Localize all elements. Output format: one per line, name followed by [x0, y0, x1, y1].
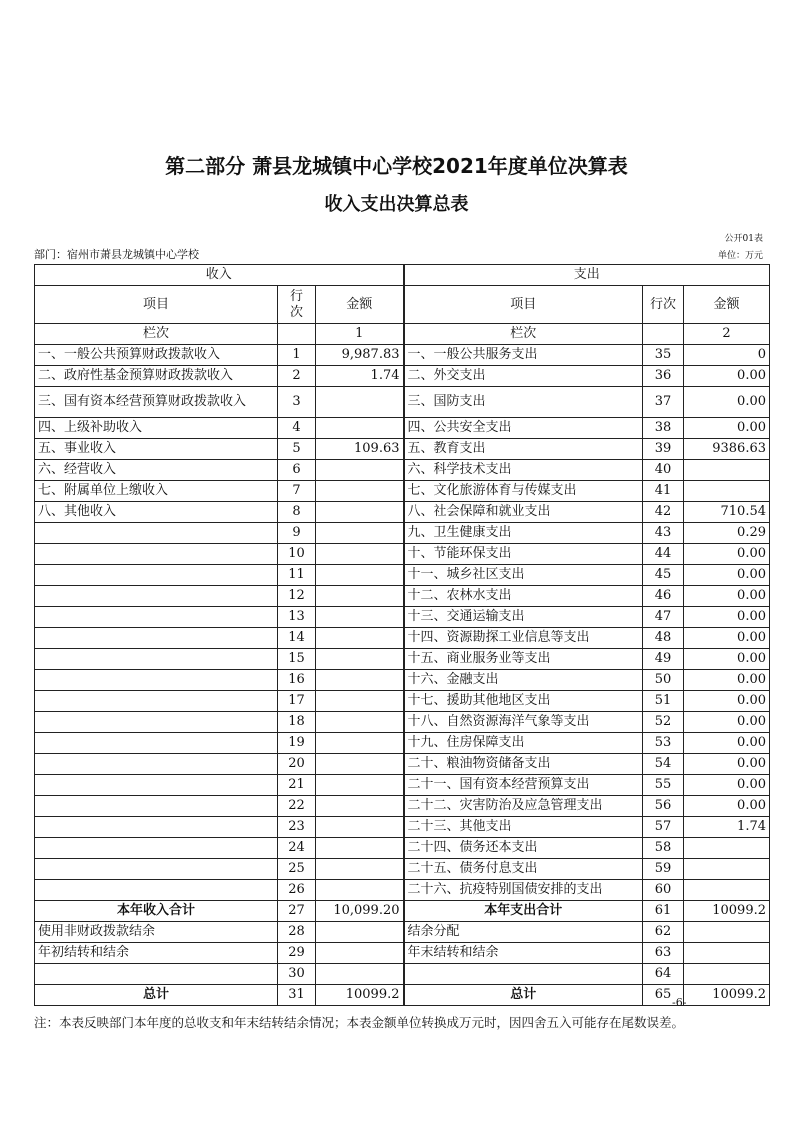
expense-col-label: 栏次 [404, 324, 643, 345]
income-item-cell: 本年收入合计 [35, 901, 278, 922]
income-amount-cell [316, 607, 404, 628]
income-item-cell [35, 817, 278, 838]
expense-item-cell: 年末结转和结余 [404, 943, 643, 964]
expense-row-no-cell: 57 [643, 817, 684, 838]
table-row [35, 502, 770, 523]
income-amount-cell [316, 733, 404, 754]
expense-row-no-cell: 46 [643, 586, 684, 607]
income-amount-cell [316, 796, 404, 817]
expense-amount-cell: 0.00 [684, 754, 770, 775]
expense-amount-cell: 0.00 [684, 796, 770, 817]
expense-row-no-cell: 38 [643, 418, 684, 439]
expense-amount-cell: 710.54 [684, 502, 770, 523]
expense-amount-cell [684, 481, 770, 502]
expense-amount-cell: 0.00 [684, 649, 770, 670]
expense-item-cell: 十二、农林水支出 [404, 586, 643, 607]
income-amount-cell [316, 943, 404, 964]
income-row-no-cell: 17 [278, 691, 316, 712]
table-row [35, 922, 770, 943]
income-row-no-cell: 21 [278, 775, 316, 796]
income-amount-cell: 109.63 [316, 439, 404, 460]
expense-amount-cell: 0.00 [684, 733, 770, 754]
income-row-no-cell: 25 [278, 859, 316, 880]
table-row [35, 775, 770, 796]
income-item-cell [35, 565, 278, 586]
expense-item-cell: 十一、城乡社区支出 [404, 565, 643, 586]
expense-amount-cell: 0.00 [684, 586, 770, 607]
expense-amount-cell: 10099.2 [684, 985, 770, 1006]
expense-item-cell: 二十、粮油物资储备支出 [404, 754, 643, 775]
income-amount-cell [316, 523, 404, 544]
income-row-no-cell: 22 [278, 796, 316, 817]
expense-amount-cell [684, 859, 770, 880]
income-amount-cell [316, 460, 404, 481]
income-amount-cell [316, 964, 404, 985]
income-item-cell [35, 649, 278, 670]
income-col-number: 1 [316, 324, 404, 345]
income-row-no-cell: 10 [278, 544, 316, 565]
expense-row-no-cell: 65 [643, 985, 684, 1006]
expense-item-cell: 十、节能环保支出 [404, 544, 643, 565]
table-row [35, 964, 770, 985]
page-title: 第二部分 萧县龙城镇中心学校2021年度单位决算表 [165, 154, 628, 178]
expense-item-cell: 五、教育支出 [404, 439, 643, 460]
income-row-no-cell: 23 [278, 817, 316, 838]
expense-amount-cell: 0.00 [684, 628, 770, 649]
income-row-no-cell: 20 [278, 754, 316, 775]
expense-item-cell: 十八、自然资源海洋气象等支出 [404, 712, 643, 733]
expense-item-cell: 六、科学技术支出 [404, 460, 643, 481]
income-item-cell [35, 880, 278, 901]
expense-col-number: 2 [684, 324, 770, 345]
income-amount-cell [316, 481, 404, 502]
income-item-cell: 二、政府性基金预算财政拨款收入 [35, 366, 278, 387]
expense-item-cell: 四、公共安全支出 [404, 418, 643, 439]
expense-amount-cell [684, 964, 770, 985]
table-row [35, 712, 770, 733]
expense-item-cell: 九、卫生健康支出 [404, 523, 643, 544]
expense-item-cell [404, 964, 643, 985]
expense-row-no-cell: 40 [643, 460, 684, 481]
income-item-cell: 六、经营收入 [35, 460, 278, 481]
table-row [35, 481, 770, 502]
income-item-cell [35, 523, 278, 544]
table-row [35, 859, 770, 880]
expense-row-no-cell: 59 [643, 859, 684, 880]
income-amount-cell [316, 712, 404, 733]
table-row [35, 418, 770, 439]
expense-row-no-cell: 36 [643, 366, 684, 387]
expense-row-no-cell: 44 [643, 544, 684, 565]
expense-amount-header: 金额 [684, 286, 770, 324]
expense-amount-cell: 0 [684, 345, 770, 366]
expense-amount-cell: 0.00 [684, 366, 770, 387]
expense-item-cell: 二十一、国有资本经营预算支出 [404, 775, 643, 796]
table-row [35, 345, 770, 366]
table-row [35, 817, 770, 838]
expense-amount-cell: 0.00 [684, 418, 770, 439]
income-row-no-cell: 30 [278, 964, 316, 985]
table-row [35, 880, 770, 901]
income-item-cell: 四、上级补助收入 [35, 418, 278, 439]
table-row [35, 586, 770, 607]
empty-cell [643, 324, 684, 345]
expense-amount-cell: 0.00 [684, 565, 770, 586]
table-row [35, 901, 770, 922]
expense-row-no-cell: 62 [643, 922, 684, 943]
expense-row-no-cell: 45 [643, 565, 684, 586]
expense-item-cell: 十六、金融支出 [404, 670, 643, 691]
table-row [35, 628, 770, 649]
expense-amount-cell [684, 880, 770, 901]
table-row [35, 754, 770, 775]
income-item-cell [35, 586, 278, 607]
income-row-no-cell: 16 [278, 670, 316, 691]
expense-row-no-cell: 50 [643, 670, 684, 691]
expense-amount-cell: 0.00 [684, 712, 770, 733]
table-row [35, 649, 770, 670]
expense-row-no-cell: 41 [643, 481, 684, 502]
income-item-cell: 总计 [35, 985, 278, 1006]
expense-row-no-cell: 56 [643, 796, 684, 817]
table-row [35, 985, 770, 1006]
income-amount-cell [316, 670, 404, 691]
income-row-no-cell: 15 [278, 649, 316, 670]
table-row [35, 796, 770, 817]
income-amount-cell: 9,987.83 [316, 345, 404, 366]
income-amount-cell: 10,099.20 [316, 901, 404, 922]
income-amount-cell: 10099.2 [316, 985, 404, 1006]
income-item-header: 项目 [35, 286, 278, 324]
table-title: 收入支出决算总表 [324, 194, 469, 215]
income-item-cell [35, 712, 278, 733]
expense-row-no-cell: 60 [643, 880, 684, 901]
income-row-no-cell: 9 [278, 523, 316, 544]
income-item-cell [35, 796, 278, 817]
income-amount-cell [316, 817, 404, 838]
income-item-cell [35, 670, 278, 691]
table-row [35, 460, 770, 481]
expense-item-cell: 总计 [404, 985, 643, 1006]
page-number: -6- [672, 996, 687, 1009]
expense-item-cell: 二十三、其他支出 [404, 817, 643, 838]
table-row [35, 565, 770, 586]
income-row-no-cell: 8 [278, 502, 316, 523]
income-amount-cell [316, 649, 404, 670]
income-amount-cell [316, 628, 404, 649]
expense-row-no-cell: 37 [643, 387, 684, 418]
income-item-cell: 八、其他收入 [35, 502, 278, 523]
empty-cell [278, 324, 316, 345]
department-label: 部门：宿州市萧县龙城镇中心学校 [34, 248, 199, 261]
income-row-no-cell: 31 [278, 985, 316, 1006]
expense-row-no-cell: 43 [643, 523, 684, 544]
income-item-cell [35, 838, 278, 859]
expense-item-cell: 一、一般公共服务支出 [404, 345, 643, 366]
income-item-cell: 五、事业收入 [35, 439, 278, 460]
income-row-no-cell: 18 [278, 712, 316, 733]
income-row-no-header: 行次 [278, 286, 316, 324]
table-row [35, 544, 770, 565]
expense-row-no-cell: 42 [643, 502, 684, 523]
table-row [35, 670, 770, 691]
expense-row-no-header: 行次 [643, 286, 684, 324]
table-row [35, 943, 770, 964]
expense-item-cell: 结余分配 [404, 922, 643, 943]
income-amount-cell [316, 544, 404, 565]
expense-amount-cell: 0.00 [684, 387, 770, 418]
table-row [35, 607, 770, 628]
expense-amount-cell: 9386.63 [684, 439, 770, 460]
expense-item-cell: 本年支出合计 [404, 901, 643, 922]
expense-amount-cell: 0.00 [684, 544, 770, 565]
income-item-cell [35, 964, 278, 985]
expense-header: 支出 [404, 265, 770, 286]
income-item-cell: 一、一般公共预算财政拨款收入 [35, 345, 278, 366]
expense-item-cell: 二十六、抗疫特别国债安排的支出 [404, 880, 643, 901]
expense-row-no-cell: 58 [643, 838, 684, 859]
table-row [35, 691, 770, 712]
income-row-no-cell: 4 [278, 418, 316, 439]
expense-item-cell: 十三、交通运输支出 [404, 607, 643, 628]
expense-item-cell: 八、社会保障和就业支出 [404, 502, 643, 523]
income-row-no-cell: 19 [278, 733, 316, 754]
income-amount-cell [316, 838, 404, 859]
income-amount-cell [316, 691, 404, 712]
footnote: 注：本表反映部门本年度的总收支和年末结转结余情况；本表金额单位转换成万元时，因四舍五入可能存在尾数误差。 [34, 1015, 685, 1030]
income-amount-cell [316, 922, 404, 943]
income-row-no-cell: 26 [278, 880, 316, 901]
income-amount-cell [316, 775, 404, 796]
expense-item-cell: 二十二、灾害防治及应急管理支出 [404, 796, 643, 817]
table-row [35, 838, 770, 859]
income-amount-cell [316, 859, 404, 880]
income-amount-cell [316, 387, 404, 418]
expense-row-no-cell: 48 [643, 628, 684, 649]
income-amount-header: 金额 [316, 286, 404, 324]
income-item-cell: 使用非财政拨款结余 [35, 922, 278, 943]
expense-amount-cell [684, 943, 770, 964]
table-row [35, 366, 770, 387]
expense-amount-cell [684, 838, 770, 859]
income-item-cell [35, 691, 278, 712]
income-row-no-cell: 3 [278, 387, 316, 418]
expense-row-no-cell: 53 [643, 733, 684, 754]
expense-item-cell: 十五、商业服务业等支出 [404, 649, 643, 670]
income-row-no-cell: 12 [278, 586, 316, 607]
expense-row-no-cell: 52 [643, 712, 684, 733]
expense-item-cell: 二十五、债务付息支出 [404, 859, 643, 880]
income-row-no-cell: 1 [278, 345, 316, 366]
income-item-cell [35, 733, 278, 754]
income-amount-cell: 1.74 [316, 366, 404, 387]
expense-amount-cell: 0.00 [684, 670, 770, 691]
expense-amount-cell: 10099.2 [684, 901, 770, 922]
unit-label: 单位：万元 [717, 251, 763, 261]
income-amount-cell [316, 754, 404, 775]
income-item-cell [35, 859, 278, 880]
expense-item-cell: 十七、援助其他地区支出 [404, 691, 643, 712]
income-amount-cell [316, 880, 404, 901]
income-item-cell: 三、国有资本经营预算财政拨款收入 [35, 387, 278, 418]
income-item-cell [35, 754, 278, 775]
income-item-cell: 七、附属单位上缴收入 [35, 481, 278, 502]
expense-row-no-cell: 54 [643, 754, 684, 775]
income-col-label: 栏次 [35, 324, 278, 345]
income-header: 收入 [35, 265, 404, 286]
expense-item-cell: 三、国防支出 [404, 387, 643, 418]
expense-row-no-cell: 63 [643, 943, 684, 964]
expense-row-no-cell: 61 [643, 901, 684, 922]
income-row-no-cell: 13 [278, 607, 316, 628]
income-row-no-cell: 6 [278, 460, 316, 481]
expense-row-no-cell: 51 [643, 691, 684, 712]
expense-row-no-cell: 35 [643, 345, 684, 366]
income-item-cell: 年初结转和结余 [35, 943, 278, 964]
income-row-no-cell: 28 [278, 922, 316, 943]
expense-item-cell: 十四、资源勘探工业信息等支出 [404, 628, 643, 649]
income-row-no-cell: 29 [278, 943, 316, 964]
income-row-no-cell: 24 [278, 838, 316, 859]
income-expense-table [34, 264, 770, 1006]
expense-row-no-cell: 49 [643, 649, 684, 670]
expense-amount-cell: 0.00 [684, 607, 770, 628]
expense-row-no-cell: 55 [643, 775, 684, 796]
expense-item-header: 项目 [404, 286, 643, 324]
table-row [35, 733, 770, 754]
expense-amount-cell: 0.00 [684, 775, 770, 796]
expense-row-no-cell: 39 [643, 439, 684, 460]
income-amount-cell [316, 502, 404, 523]
table-row [35, 439, 770, 460]
table-row [35, 523, 770, 544]
income-item-cell [35, 775, 278, 796]
income-row-no-cell: 14 [278, 628, 316, 649]
table-row [35, 387, 770, 418]
expense-item-cell: 七、文化旅游体育与传媒支出 [404, 481, 643, 502]
income-row-no-cell: 5 [278, 439, 316, 460]
expense-amount-cell [684, 922, 770, 943]
income-row-no-cell: 11 [278, 565, 316, 586]
expense-row-no-cell: 64 [643, 964, 684, 985]
income-amount-cell [316, 565, 404, 586]
income-item-cell [35, 628, 278, 649]
expense-amount-cell: 1.74 [684, 817, 770, 838]
form-number: 公开01表 [724, 234, 763, 244]
income-row-no-cell: 2 [278, 366, 316, 387]
expense-item-cell: 二、外交支出 [404, 366, 643, 387]
income-item-cell [35, 607, 278, 628]
expense-item-cell: 二十四、债务还本支出 [404, 838, 643, 859]
expense-amount-cell: 0.00 [684, 691, 770, 712]
expense-item-cell: 十九、住房保障支出 [404, 733, 643, 754]
expense-amount-cell [684, 460, 770, 481]
income-row-no-cell: 7 [278, 481, 316, 502]
income-amount-cell [316, 586, 404, 607]
expense-row-no-cell: 47 [643, 607, 684, 628]
income-amount-cell [316, 418, 404, 439]
income-item-cell [35, 544, 278, 565]
expense-amount-cell: 0.29 [684, 523, 770, 544]
income-row-no-cell: 27 [278, 901, 316, 922]
